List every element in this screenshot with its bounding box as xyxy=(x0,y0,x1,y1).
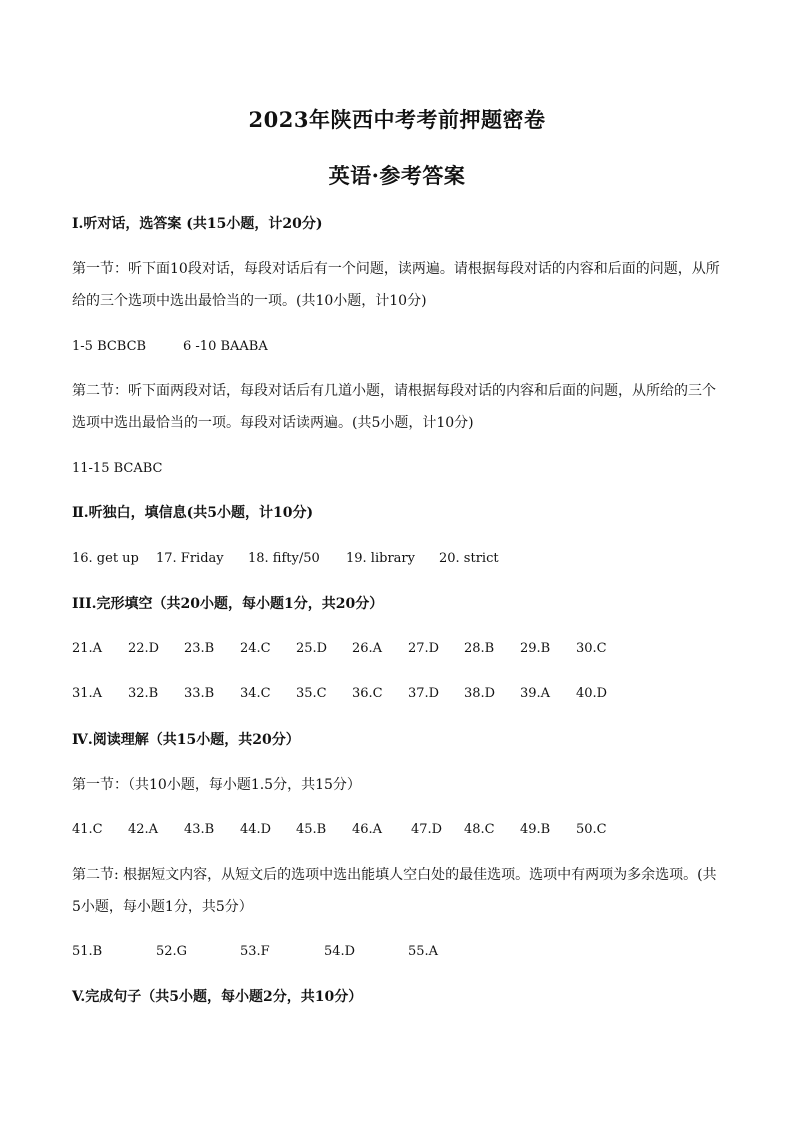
section-1-part2-answers: 11-15 BCABC xyxy=(72,461,163,476)
answer-item: 29.B xyxy=(520,641,551,656)
section-1-part2-instructions-line2: 选项中选出最恰当的一项。每段对话读两遍。(共5小题，计10分) xyxy=(72,415,474,431)
answer-item: 33.B xyxy=(184,686,215,701)
answer-item: 25.D xyxy=(296,641,328,656)
answer-item: 39.A xyxy=(520,686,551,701)
answer-item: 32.B xyxy=(128,686,159,701)
answer-item: 50.C xyxy=(576,822,607,837)
section-1-heading: Ⅰ.听对话，选答案 (共15小题，计20分) xyxy=(72,216,323,232)
answer-item: 48.C xyxy=(464,822,495,837)
answer-item: 17. Friday xyxy=(156,551,224,566)
answer-item: 16. get up xyxy=(72,551,139,566)
document-subtitle: 英语·参考答案 xyxy=(328,163,466,188)
answer-item: 49.B xyxy=(520,822,551,837)
answer-item: 45.B xyxy=(296,822,327,837)
answer-item: 40.D xyxy=(576,686,608,701)
section-1-part2-instructions-line1: 第二节：听下面两段对话，每段对话后有几道小题，请根据每段对话的内容和后面的问题，从所给的三个 xyxy=(72,383,716,399)
section-4-part2-instructions-line2: 5小题，每小题1分，共5分） xyxy=(72,899,253,915)
section-2-heading: Ⅱ.听独白，填信息(共5小题，计10分) xyxy=(72,505,314,521)
answer-item: 23.B xyxy=(184,641,215,656)
answer-item: 21.A xyxy=(72,641,103,656)
section-5-heading: V.完成句子（共5小题，每小题2分，共10分） xyxy=(72,989,363,1005)
answer-group: 1-5 BCBCB xyxy=(72,339,147,354)
answer-item: 35.C xyxy=(296,686,327,701)
answer-item: 19. library xyxy=(346,551,415,566)
section-4-part1-instructions: 第一节：（共10小题，每小题1.5分，共15分） xyxy=(72,777,361,793)
section-1-part1-instructions-line2: 给的三个选项中选出最恰当的一项。(共10小题，计10分) xyxy=(72,293,427,309)
answer-item: 26.A xyxy=(352,641,383,656)
answer-item: 47.D xyxy=(411,822,443,837)
answer-item: 53.F xyxy=(240,944,270,959)
answer-item: 51.B xyxy=(72,944,103,959)
answer-item: 46.A xyxy=(352,822,383,837)
answer-item: 20. strict xyxy=(439,551,499,566)
answer-item: 31.A xyxy=(72,686,103,701)
answer-item: 55.A xyxy=(408,944,439,959)
section-1-part1-instructions-line1: 第一节：听下面10段对话，每段对话后有一个问题，读两遍。请根据每段对话的内容和后面的问题，从所 xyxy=(72,261,720,277)
section-3-heading: III.完形填空（共20小题，每小题1分，共20分） xyxy=(72,596,384,612)
document-title: 2023年陕西中考考前押题密卷 xyxy=(248,107,546,132)
answer-item: 54.D xyxy=(324,944,356,959)
answer-item: 27.D xyxy=(408,641,440,656)
answer-item: 18. fifty/50 xyxy=(248,551,320,566)
answer-item: 22.D xyxy=(128,641,160,656)
answer-item: 52.G xyxy=(156,944,188,959)
answer-item: 43.B xyxy=(184,822,215,837)
answer-item: 24.C xyxy=(240,641,271,656)
answer-item: 37.D xyxy=(408,686,440,701)
answer-item: 34.C xyxy=(240,686,271,701)
answer-item: 36.C xyxy=(352,686,383,701)
answer-item: 30.C xyxy=(576,641,607,656)
section-4-heading: Ⅳ.阅读理解（共15小题，共20分） xyxy=(72,732,300,748)
answer-item: 44.D xyxy=(240,822,272,837)
answer-group: 6 -10 BAABA xyxy=(183,339,268,354)
answer-item: 28.B xyxy=(464,641,495,656)
section-4-part2-instructions-line1: 第二节: 根据短文内容，从短文后的选项中选出能填人空白处的最佳选项。选项中有两项为多余选项。(共 xyxy=(72,867,717,883)
answer-item: 41.C xyxy=(72,822,103,837)
answer-item: 38.D xyxy=(464,686,496,701)
answer-item: 42.A xyxy=(128,822,159,837)
